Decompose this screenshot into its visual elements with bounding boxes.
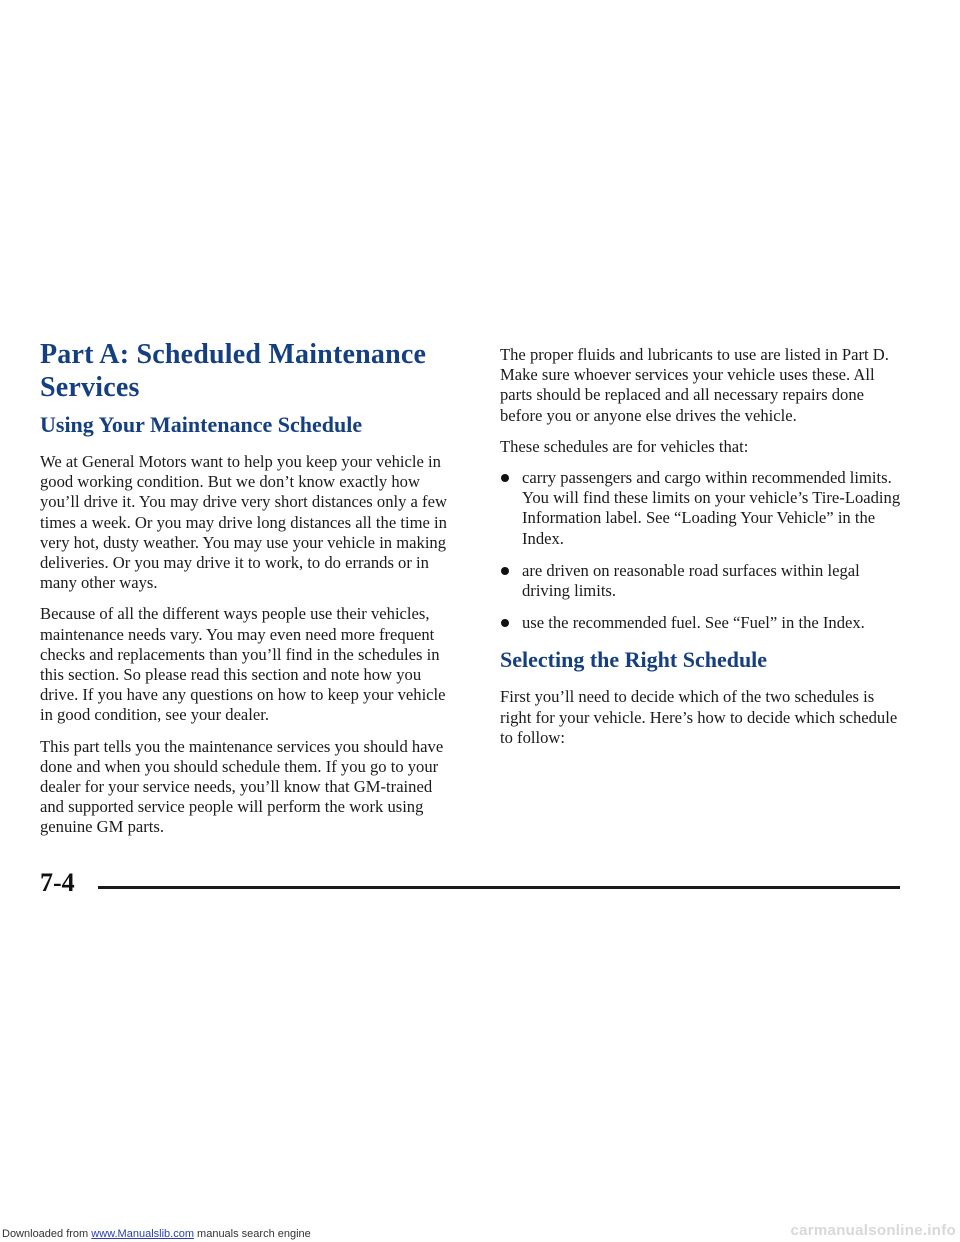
paragraph: The proper fluids and lubricants to use are listed in Part D. Make sure whoever services your vehicle uses these. All parts should be replaced and all necessary repairs done before you or anyone else drives the vehicle.	[500, 345, 889, 425]
list-item-text: are driven on reasonable road surfaces within legal driving limits.	[522, 560, 860, 601]
bullet-icon	[501, 619, 509, 627]
left-column	[40, 338, 460, 849]
download-prefix: Downloaded from	[2, 1228, 92, 1240]
manualslib-link[interactable]: www.Manualslib.com	[91, 1228, 194, 1240]
download-notice	[2, 1228, 311, 1241]
list-item	[500, 468, 905, 549]
paragraph: This part tells you the maintenance services you should have done and when you should schedule them. If you go to your dealer for your service needs, you’ll know that GM-trained and supported service people will perform the work using genuine GM parts.	[40, 736, 444, 837]
part-title: Part A: Scheduled Maintenance Services	[40, 339, 427, 403]
paragraph: Because of all the different ways people use their vehicles, maintenance needs vary. You may even need more frequent checks and replacements than you’ll find in the schedules in this section. So please read this section and note how you drive. If you have any questions on how to keep your vehicle in good condition, see your dealer.	[40, 604, 446, 725]
bullet-list	[500, 468, 905, 633]
section-heading-selecting-schedule: Selecting the Right Schedule	[500, 647, 768, 673]
section-heading-using-schedule: Using Your Maintenance Schedule	[40, 412, 363, 437]
page-footer	[40, 868, 900, 898]
watermark: carmanualsonline.info	[790, 1222, 956, 1239]
footer-rule	[98, 886, 900, 889]
bullet-icon	[501, 567, 509, 575]
download-suffix: manuals search engine	[193, 1228, 311, 1240]
paragraph: These schedules are for vehicles that:	[500, 436, 749, 456]
list-item	[500, 613, 905, 633]
right-column	[500, 345, 905, 759]
bullet-icon	[501, 474, 509, 482]
list-item	[500, 561, 905, 601]
list-item-text: use the recommended fuel. See “Fuel” in the Index.	[522, 613, 865, 633]
paragraph: First you’ll need to decide which of the two schedules is right for your vehicle. Here’s how to decide which schedule to follow:	[500, 687, 898, 747]
page-number: 7-4	[40, 868, 75, 897]
list-item-text: carry passengers and cargo within recommended limits. You will find these limits on your vehicle’s Tire-Loading Information label. See “Loading Your Vehicle” in the Index.	[522, 468, 901, 548]
paragraph: We at General Motors want to help you keep your vehicle in good working condition. But we don’t know exactly how you’ll drive it. You may drive very short distances only a few times a week. Or you may drive long distances all the time in very hot, dusty weather. You may use your vehicle in making deliveries. Or you may drive it to work, to do errands or in many other ways.	[40, 452, 447, 593]
